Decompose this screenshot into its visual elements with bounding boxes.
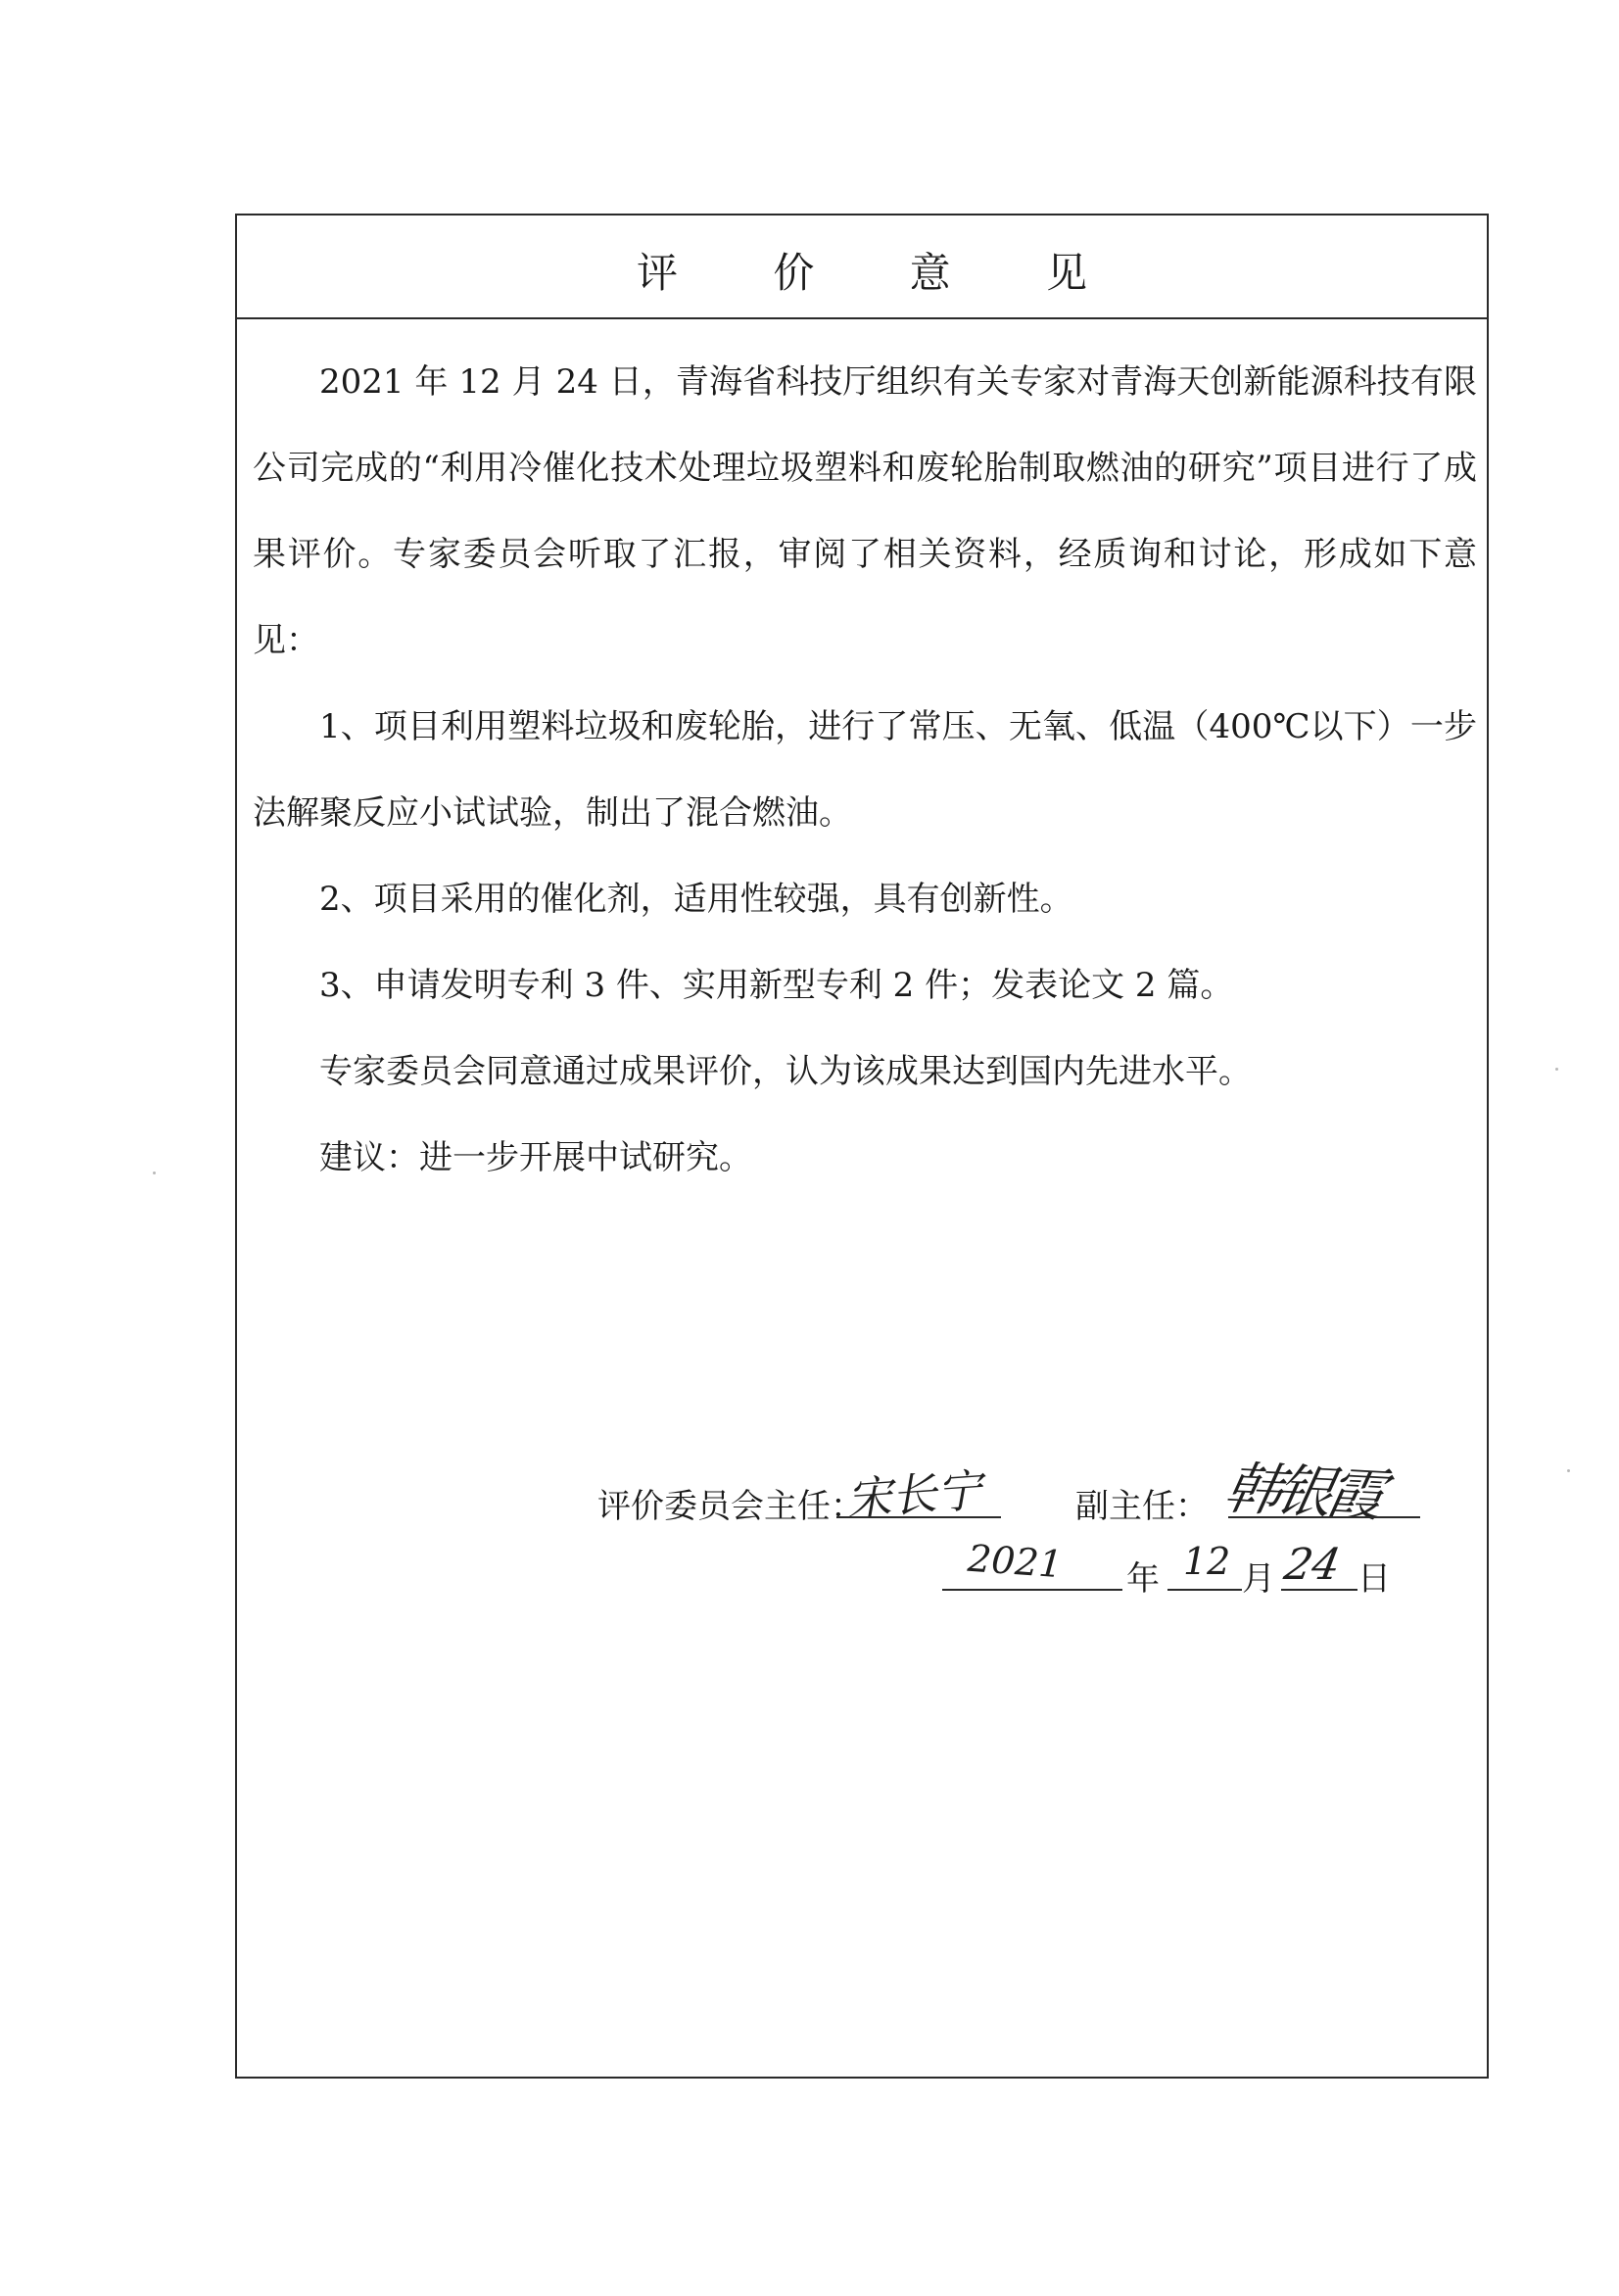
year-unit: 年 [1126, 1559, 1160, 1599]
signature-row [237, 1440, 1487, 1529]
chair-signature-line [836, 1516, 1001, 1518]
scan-speck [1567, 1469, 1570, 1472]
chair-label: 评价委员会主任： [597, 1487, 864, 1526]
opinion-body [253, 339, 1477, 1201]
year-handwritten: 2021 [966, 1536, 1065, 1587]
paragraph-suggestion: 建议：进一步开展中试研究。 [319, 1138, 752, 1177]
vice-chair-signature: 韩银霞 [1218, 1455, 1385, 1529]
chair-signature: 宋长宁 [844, 1463, 983, 1526]
paragraph-intro: 2021 年 12 月 24 日，青海省科技厅组织有关专家对青海天创新能源科技有限公司完成的“利用冷催化技术处理垃圾塑料和废轮胎制取燃油的研究”项目进行了成果评价。专家委员会听取了汇报，审阅了相关资料，经质询和讨论，形成如下意见： [253, 362, 1477, 660]
day-handwritten: 24 [1280, 1540, 1345, 1590]
scan-speck [153, 1172, 156, 1174]
paragraph-conclusion: 专家委员会同意通过成果评价，认为该成果达到国内先进水平。 [319, 1052, 1252, 1091]
vice-chair-label: 副主任： [1075, 1487, 1209, 1526]
date-row [237, 1528, 1487, 1606]
day-unit: 日 [1357, 1559, 1391, 1599]
year-line [942, 1589, 1122, 1591]
vice-chair-signature-line [1228, 1516, 1420, 1518]
scan-speck [1555, 1068, 1558, 1071]
month-line [1167, 1589, 1242, 1591]
paragraph-opinion-3: 3、申请发明专利 3 件、实用新型专利 2 件；发表论文 2 篇。 [319, 966, 1234, 1005]
paragraph-opinion-1: 1、项目利用塑料垃圾和废轮胎，进行了常压、无氧、低温（400℃以下）一步法解聚反应小试试验，制出了混合燃油。 [253, 707, 1477, 833]
evaluation-form-frame [235, 214, 1489, 2079]
document-title: 评 价 意 见 [636, 249, 1129, 297]
title-row [237, 215, 1487, 319]
paragraph-opinion-2: 2、项目采用的催化剂，适用性较强，具有创新性。 [319, 880, 1073, 919]
month-unit: 月 [1242, 1559, 1275, 1599]
month-handwritten: 12 [1183, 1540, 1231, 1583]
